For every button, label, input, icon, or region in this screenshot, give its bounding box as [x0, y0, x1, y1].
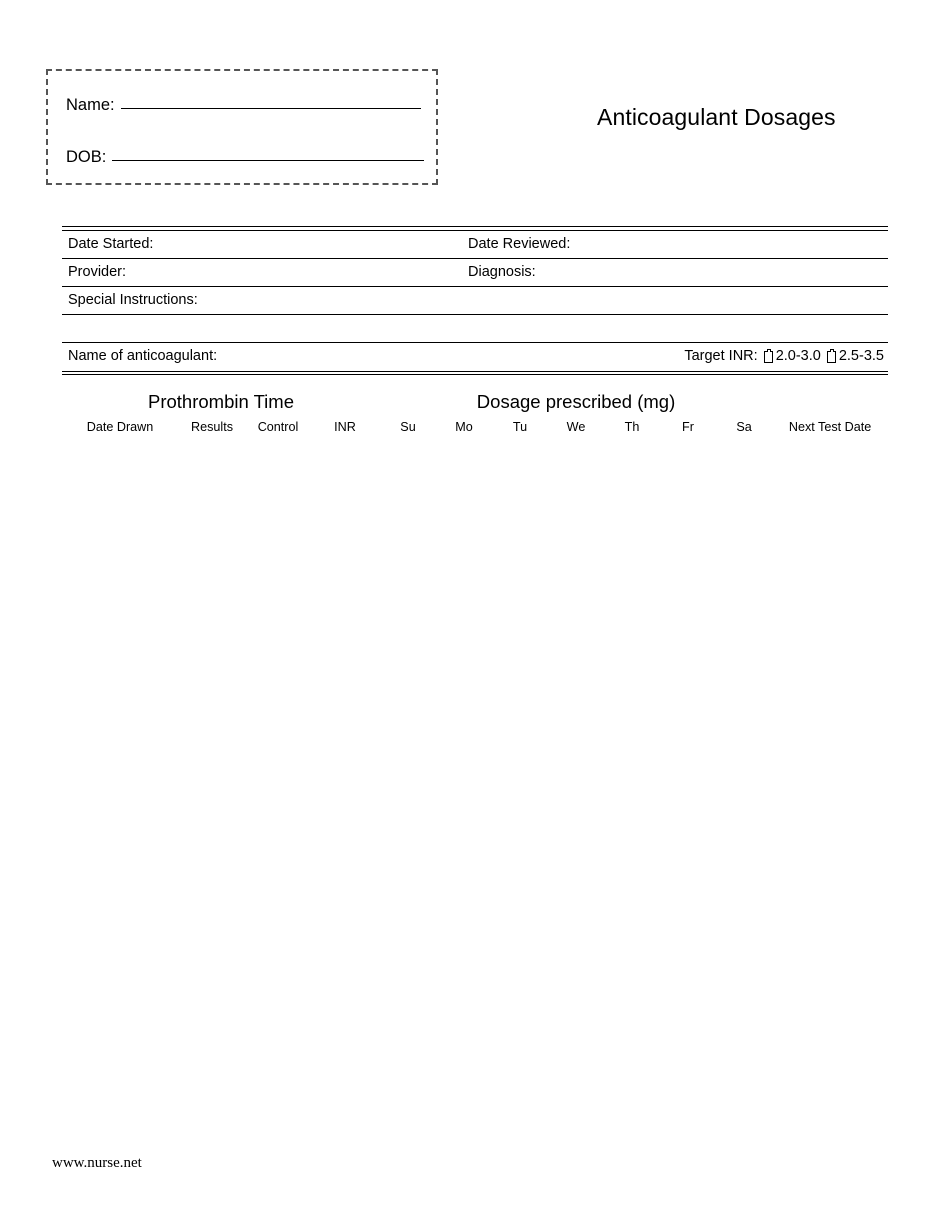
table-cell[interactable] — [62, 859, 178, 894]
table-cell[interactable] — [660, 509, 716, 544]
table-cell[interactable] — [62, 544, 178, 579]
table-cell[interactable] — [660, 439, 716, 474]
table-row — [62, 719, 888, 754]
table-cell[interactable] — [492, 719, 548, 754]
table-cell[interactable] — [62, 509, 178, 544]
table-cell[interactable] — [660, 894, 716, 929]
table-row — [62, 439, 888, 474]
table-cell[interactable] — [310, 439, 380, 474]
table-cell[interactable] — [62, 929, 178, 964]
table-cell[interactable] — [772, 999, 888, 1034]
table-cell[interactable] — [436, 859, 492, 894]
table-cell[interactable] — [604, 579, 660, 614]
table-cell[interactable] — [604, 789, 660, 824]
table-cell[interactable] — [660, 789, 716, 824]
table-row — [62, 894, 888, 929]
table-cell[interactable] — [436, 474, 492, 509]
dob-label: DOB: — [66, 148, 107, 166]
table-cell[interactable] — [436, 964, 492, 999]
table-cell[interactable] — [660, 719, 716, 754]
table-cell[interactable] — [310, 719, 380, 754]
table-cell[interactable] — [772, 684, 888, 719]
table-cell[interactable] — [772, 859, 888, 894]
table-row — [62, 1034, 888, 1069]
table-cell[interactable] — [246, 474, 310, 509]
table-cell[interactable] — [604, 649, 660, 684]
table-cell[interactable] — [436, 579, 492, 614]
table-cell[interactable] — [772, 474, 888, 509]
table-cell[interactable] — [604, 1069, 660, 1104]
table-cell[interactable] — [310, 544, 380, 579]
table-cell[interactable] — [178, 509, 246, 544]
column-header-we: We — [566, 420, 586, 434]
table-cell[interactable] — [716, 544, 772, 579]
group-header-blank — [772, 388, 888, 415]
table-cell[interactable] — [660, 544, 716, 579]
table-cell[interactable] — [246, 1034, 310, 1069]
table-cell[interactable] — [492, 999, 548, 1034]
table-cell[interactable] — [436, 1034, 492, 1069]
form-info-inner — [62, 230, 888, 372]
table-cell[interactable] — [660, 684, 716, 719]
table-cell[interactable] — [772, 929, 888, 964]
page-title: Anticoagulant Dosages — [597, 104, 836, 130]
table-cell[interactable] — [62, 719, 178, 754]
table-cell[interactable] — [436, 439, 492, 474]
table-cell[interactable] — [604, 439, 660, 474]
table-cell[interactable] — [548, 859, 604, 894]
table-cell[interactable] — [772, 579, 888, 614]
table-cell[interactable] — [436, 929, 492, 964]
name-input[interactable] — [121, 107, 421, 109]
target-inr-option-label: 2.5-3.5 — [838, 347, 884, 364]
table-cell[interactable] — [436, 824, 492, 859]
table-row — [62, 684, 888, 719]
table-cell[interactable] — [310, 1034, 380, 1069]
table-cell[interactable] — [62, 824, 178, 859]
table-cell[interactable] — [716, 999, 772, 1034]
table-cell[interactable] — [178, 754, 246, 789]
table-cell[interactable] — [380, 789, 436, 824]
table-cell[interactable] — [380, 509, 436, 544]
name-label: Name: — [66, 96, 115, 114]
table-cell[interactable] — [660, 824, 716, 859]
table-cell[interactable] — [436, 614, 492, 649]
table-cell[interactable] — [548, 1034, 604, 1069]
table-cell[interactable] — [246, 509, 310, 544]
table-cell[interactable] — [436, 649, 492, 684]
table-cell[interactable] — [62, 1069, 178, 1104]
table-cell[interactable] — [380, 439, 436, 474]
table-cell[interactable] — [604, 754, 660, 789]
table-cell[interactable] — [716, 754, 772, 789]
table-cell[interactable] — [62, 649, 178, 684]
table-row — [62, 649, 888, 684]
table-cell[interactable] — [380, 824, 436, 859]
table-cell[interactable] — [716, 684, 772, 719]
table-cell[interactable] — [246, 544, 310, 579]
table-cell[interactable] — [380, 999, 436, 1034]
table-cell[interactable] — [436, 719, 492, 754]
table-cell[interactable] — [660, 579, 716, 614]
patient-identification-box — [46, 69, 438, 185]
table-cell[interactable] — [548, 649, 604, 684]
table-cell[interactable] — [716, 614, 772, 649]
table-cell[interactable] — [62, 999, 178, 1034]
table-cell[interactable] — [62, 579, 178, 614]
table-cell[interactable] — [772, 719, 888, 754]
table-cell[interactable] — [178, 474, 246, 509]
table-cell[interactable] — [62, 684, 178, 719]
table-cell[interactable] — [660, 964, 716, 999]
table-cell[interactable] — [604, 719, 660, 754]
table-row — [62, 754, 888, 789]
table-cell[interactable] — [380, 964, 436, 999]
table-cell[interactable] — [492, 579, 548, 614]
table-cell[interactable] — [380, 1069, 436, 1104]
table-cell[interactable] — [604, 824, 660, 859]
table-cell[interactable] — [310, 789, 380, 824]
column-header-next-test-date: Next Test Date — [788, 420, 872, 434]
table-cell[interactable] — [660, 649, 716, 684]
table-column-header-row — [62, 415, 888, 439]
table-cell[interactable] — [716, 649, 772, 684]
table-cell[interactable] — [492, 439, 548, 474]
table-cell[interactable] — [310, 614, 380, 649]
table-row — [62, 544, 888, 579]
table-row — [62, 964, 888, 999]
table-cell[interactable] — [548, 509, 604, 544]
table-cell[interactable] — [178, 544, 246, 579]
target-inr-option-2-5-3-5[interactable] — [827, 348, 884, 364]
table-cell[interactable] — [436, 509, 492, 544]
date-reviewed-label: Date Reviewed: — [468, 235, 571, 252]
table-cell[interactable] — [310, 1069, 380, 1104]
table-cell[interactable] — [178, 719, 246, 754]
table-cell[interactable] — [772, 614, 888, 649]
table-cell[interactable] — [246, 859, 310, 894]
info-row-anticoagulant — [62, 343, 888, 371]
table-cell[interactable] — [246, 964, 310, 999]
table-cell[interactable] — [716, 474, 772, 509]
table-cell[interactable] — [246, 824, 310, 859]
table-cell[interactable] — [716, 824, 772, 859]
date-started-label: Date Started: — [68, 235, 154, 252]
table-cell[interactable] — [246, 684, 310, 719]
table-cell[interactable] — [716, 964, 772, 999]
table-cell[interactable] — [246, 1069, 310, 1104]
table-cell[interactable] — [380, 544, 436, 579]
table-cell[interactable] — [716, 859, 772, 894]
table-cell[interactable] — [660, 929, 716, 964]
table-cell[interactable] — [604, 894, 660, 929]
table-cell[interactable] — [548, 474, 604, 509]
column-header-sa: Sa — [736, 420, 752, 434]
table-cell[interactable] — [436, 1069, 492, 1104]
table-cell[interactable] — [310, 824, 380, 859]
table-cell[interactable] — [492, 649, 548, 684]
table-body — [62, 439, 888, 1104]
table-row — [62, 509, 888, 544]
table-cell[interactable] — [178, 824, 246, 859]
table-cell[interactable] — [492, 509, 548, 544]
table-cell[interactable] — [492, 824, 548, 859]
form-info-block — [62, 226, 888, 375]
provider-label: Provider: — [68, 263, 127, 280]
table-cell[interactable] — [660, 999, 716, 1034]
table-cell[interactable] — [246, 649, 310, 684]
group-header-prothrombin-time: Prothrombin Time — [148, 390, 294, 412]
table-cell[interactable] — [380, 859, 436, 894]
column-header-fr: Fr — [682, 420, 694, 434]
table-cell[interactable] — [604, 509, 660, 544]
table-cell[interactable] — [246, 789, 310, 824]
table-cell[interactable] — [716, 1034, 772, 1069]
table-cell[interactable] — [660, 859, 716, 894]
table-cell[interactable] — [310, 999, 380, 1034]
footer-url: www.nurse.net — [52, 1155, 142, 1171]
column-header-date-drawn: Date Drawn — [86, 420, 154, 434]
table-cell[interactable] — [716, 719, 772, 754]
table-cell[interactable] — [604, 474, 660, 509]
table-row — [62, 789, 888, 824]
table-cell[interactable] — [62, 789, 178, 824]
table-cell[interactable] — [178, 579, 246, 614]
table-cell[interactable] — [604, 684, 660, 719]
table-cell[interactable] — [246, 579, 310, 614]
column-header-th: Th — [624, 420, 640, 434]
dob-field-row — [66, 149, 424, 166]
table-cell[interactable] — [772, 544, 888, 579]
table-cell[interactable] — [772, 649, 888, 684]
info-row-special-instructions — [62, 287, 888, 315]
table-cell[interactable] — [310, 754, 380, 789]
table-cell[interactable] — [716, 579, 772, 614]
table-cell[interactable] — [716, 509, 772, 544]
table-cell[interactable] — [492, 859, 548, 894]
table-cell[interactable] — [716, 789, 772, 824]
table-cell[interactable] — [62, 754, 178, 789]
table-cell[interactable] — [660, 474, 716, 509]
table-cell[interactable] — [772, 439, 888, 474]
table-cell[interactable] — [178, 614, 246, 649]
table-cell[interactable] — [548, 789, 604, 824]
table-cell[interactable] — [310, 964, 380, 999]
table-cell[interactable] — [492, 754, 548, 789]
table-cell[interactable] — [772, 754, 888, 789]
table-cell[interactable] — [436, 544, 492, 579]
table-cell[interactable] — [772, 789, 888, 824]
table-cell[interactable] — [548, 614, 604, 649]
table-cell[interactable] — [380, 754, 436, 789]
table-cell[interactable] — [246, 719, 310, 754]
table-cell[interactable] — [380, 579, 436, 614]
table-cell[interactable] — [604, 1034, 660, 1069]
table-cell[interactable] — [548, 754, 604, 789]
info-row-special-instructions-blank[interactable] — [62, 315, 888, 343]
table-cell[interactable] — [436, 789, 492, 824]
column-header-results: Results — [191, 420, 233, 434]
table-cell[interactable] — [492, 964, 548, 999]
table-cell[interactable] — [660, 614, 716, 649]
table-cell[interactable] — [380, 474, 436, 509]
table-cell[interactable] — [548, 1069, 604, 1104]
table-cell[interactable] — [548, 964, 604, 999]
table-cell[interactable] — [310, 929, 380, 964]
target-inr-group — [684, 348, 884, 364]
info-row-date-started — [62, 231, 888, 259]
table-cell[interactable] — [492, 1034, 548, 1069]
table-cell[interactable] — [492, 929, 548, 964]
table-cell[interactable] — [548, 579, 604, 614]
column-header-tu: Tu — [512, 420, 528, 434]
table-cell[interactable] — [716, 929, 772, 964]
table-row — [62, 929, 888, 964]
table-cell[interactable] — [310, 894, 380, 929]
checkbox-icon[interactable] — [827, 351, 836, 363]
table-cell[interactable] — [492, 1069, 548, 1104]
table-cell[interactable] — [380, 719, 436, 754]
table-cell[interactable] — [660, 754, 716, 789]
table-row — [62, 999, 888, 1034]
table-cell[interactable] — [604, 999, 660, 1034]
column-header-su: Su — [400, 420, 416, 434]
target-inr-option-2-0-3-0[interactable] — [764, 348, 821, 364]
table-cell[interactable] — [380, 614, 436, 649]
table-row — [62, 579, 888, 614]
table-cell[interactable] — [178, 929, 246, 964]
table-cell[interactable] — [772, 1034, 888, 1069]
table-cell[interactable] — [178, 684, 246, 719]
table-cell[interactable] — [772, 964, 888, 999]
table-row — [62, 474, 888, 509]
table-cell[interactable] — [436, 894, 492, 929]
table-cell[interactable] — [548, 544, 604, 579]
table-cell[interactable] — [436, 684, 492, 719]
table-cell[interactable] — [492, 474, 548, 509]
table-cell[interactable] — [772, 824, 888, 859]
column-header-control: Control — [257, 420, 299, 434]
diagnosis-label: Diagnosis: — [468, 263, 536, 280]
table-cell[interactable] — [380, 649, 436, 684]
table-cell[interactable] — [246, 894, 310, 929]
table-cell[interactable] — [548, 894, 604, 929]
special-instructions-label: Special Instructions: — [68, 291, 198, 308]
info-row-provider — [62, 259, 888, 287]
table-cell[interactable] — [716, 1069, 772, 1104]
table-cell[interactable] — [660, 1034, 716, 1069]
group-header-dosage-prescribed: Dosage prescribed (mg) — [476, 390, 676, 412]
table-cell[interactable] — [604, 929, 660, 964]
table-cell[interactable] — [660, 1069, 716, 1104]
table-cell[interactable] — [436, 754, 492, 789]
table-cell[interactable] — [772, 894, 888, 929]
table-cell[interactable] — [246, 929, 310, 964]
table-cell[interactable] — [310, 684, 380, 719]
table-row — [62, 614, 888, 649]
table-cell[interactable] — [772, 509, 888, 544]
table-cell[interactable] — [604, 859, 660, 894]
table-cell[interactable] — [178, 859, 246, 894]
target-inr-label: Target INR: — [684, 347, 758, 364]
table-cell[interactable] — [492, 544, 548, 579]
table-cell[interactable] — [380, 1034, 436, 1069]
table-cell[interactable] — [246, 999, 310, 1034]
table-cell[interactable] — [310, 859, 380, 894]
name-field-row — [66, 97, 421, 114]
anticoagulant-log-table — [62, 388, 888, 1104]
table-cell[interactable] — [62, 474, 178, 509]
table-cell[interactable] — [492, 894, 548, 929]
table-cell[interactable] — [492, 789, 548, 824]
table-cell[interactable] — [604, 544, 660, 579]
dob-input[interactable] — [112, 159, 424, 161]
table-cell[interactable] — [178, 649, 246, 684]
table-cell[interactable] — [62, 964, 178, 999]
table-cell[interactable] — [548, 824, 604, 859]
table-cell[interactable] — [380, 929, 436, 964]
table-cell[interactable] — [548, 929, 604, 964]
table-cell[interactable] — [62, 439, 178, 474]
table-cell[interactable] — [548, 684, 604, 719]
table-cell[interactable] — [310, 474, 380, 509]
table-cell[interactable] — [310, 509, 380, 544]
table-cell[interactable] — [178, 894, 246, 929]
table-cell[interactable] — [178, 789, 246, 824]
table-cell[interactable] — [178, 1069, 246, 1104]
table-row — [62, 1069, 888, 1104]
table-cell[interactable] — [604, 964, 660, 999]
target-inr-option-label: 2.0-3.0 — [775, 347, 821, 364]
table-cell[interactable] — [492, 684, 548, 719]
table-cell[interactable] — [178, 964, 246, 999]
table-cell[interactable] — [246, 439, 310, 474]
table-cell[interactable] — [772, 1069, 888, 1104]
table-cell[interactable] — [436, 999, 492, 1034]
table-cell[interactable] — [310, 649, 380, 684]
checkbox-icon[interactable] — [764, 351, 773, 363]
table-head — [62, 388, 888, 439]
table-cell[interactable] — [380, 684, 436, 719]
table-cell[interactable] — [492, 614, 548, 649]
table-cell[interactable] — [380, 894, 436, 929]
table-cell[interactable] — [548, 999, 604, 1034]
anticoagulant-name-label: Name of anticoagulant: — [68, 347, 218, 364]
table-row — [62, 859, 888, 894]
table-row — [62, 824, 888, 859]
table-cell[interactable] — [246, 754, 310, 789]
table-cell[interactable] — [62, 614, 178, 649]
table-cell[interactable] — [604, 614, 660, 649]
table-cell[interactable] — [548, 719, 604, 754]
table-cell[interactable] — [178, 439, 246, 474]
table-cell[interactable] — [548, 439, 604, 474]
table-cell[interactable] — [310, 579, 380, 614]
table-cell[interactable] — [62, 1034, 178, 1069]
table-cell[interactable] — [178, 1034, 246, 1069]
table-cell[interactable] — [246, 614, 310, 649]
table-cell[interactable] — [716, 439, 772, 474]
column-header-inr: INR — [334, 420, 356, 434]
table-cell[interactable] — [716, 894, 772, 929]
table-cell[interactable] — [62, 894, 178, 929]
table-group-header-row — [62, 388, 888, 415]
column-header-mo: Mo — [455, 420, 473, 434]
table-cell[interactable] — [178, 999, 246, 1034]
